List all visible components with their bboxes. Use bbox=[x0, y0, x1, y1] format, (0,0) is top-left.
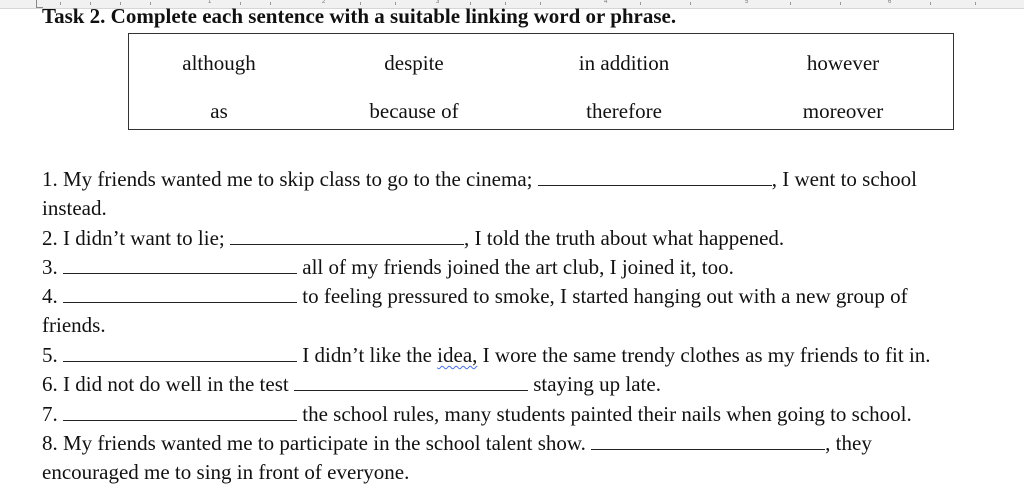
ruler-tick bbox=[840, 2, 841, 5]
sentence-7 bbox=[42, 402, 912, 426]
answer-blank-2[interactable] bbox=[230, 226, 464, 245]
sentence-6 bbox=[42, 372, 661, 396]
answer-blank-5[interactable] bbox=[63, 343, 297, 362]
answer-blank-4[interactable] bbox=[63, 284, 297, 303]
word-bank-item: despite bbox=[384, 51, 444, 75]
sentence-3 bbox=[42, 255, 734, 279]
sentence-6-before: 6. I did not do well in the test bbox=[42, 372, 294, 396]
word-bank-item: moreover bbox=[802, 99, 884, 123]
ruler-tick bbox=[930, 2, 931, 5]
sentence-8-continuation: encouraged me to sing in front of everyone. bbox=[42, 460, 410, 484]
sentence-1 bbox=[42, 167, 917, 191]
word-bank-item: although bbox=[182, 51, 256, 75]
answer-blank-3[interactable] bbox=[63, 255, 297, 274]
word-bank-item: however bbox=[806, 51, 880, 75]
sentence-8 bbox=[42, 431, 872, 455]
answer-blank-8[interactable] bbox=[591, 431, 825, 450]
answer-blank-1[interactable] bbox=[538, 167, 772, 186]
word-bank-item: because of bbox=[369, 99, 459, 123]
ruler-tick bbox=[975, 2, 976, 5]
answer-blank-6[interactable] bbox=[294, 372, 528, 391]
sentence-8-after: , they bbox=[825, 431, 872, 455]
task-title: Task 2. Complete each sentence with a suitable linking word or phrase. bbox=[42, 4, 677, 28]
grammar-flagged-word[interactable]: idea, bbox=[437, 343, 478, 367]
sentence-5-before: 5. bbox=[42, 343, 63, 367]
ruler-tick bbox=[690, 2, 691, 5]
word-bank-item: as bbox=[210, 99, 228, 123]
sentence-5-after-b: I wore the same trendy clothes as my friends to fit in. bbox=[477, 343, 931, 367]
ruler-number: 5 bbox=[745, 0, 749, 5]
word-bank-item: in addition bbox=[578, 51, 670, 75]
sentence-4-before: 4. bbox=[42, 284, 63, 308]
ruler-number: 1 bbox=[208, 0, 212, 5]
ruler-number: 3 bbox=[436, 0, 440, 5]
answer-blank-7[interactable] bbox=[63, 402, 297, 421]
sentence-1-after: , I went to school bbox=[771, 167, 917, 191]
sentence-5-after-a: I didn’t like the bbox=[297, 343, 438, 367]
sentence-2 bbox=[42, 226, 784, 250]
ruler-tick bbox=[790, 2, 791, 5]
word-bank-box bbox=[128, 33, 954, 130]
sentence-3-after: all of my friends joined the art club, I joined it, too. bbox=[297, 255, 734, 279]
sentence-2-after: , I told the truth about what happened. bbox=[464, 226, 785, 250]
sentence-1-before: 1. My friends wanted me to skip class to go to the cinema; bbox=[42, 167, 538, 191]
sentence-2-before: 2. I didn’t want to lie; bbox=[42, 226, 231, 250]
ruler-number: 4 bbox=[604, 0, 608, 5]
ruler-number: 6 bbox=[888, 0, 892, 5]
ruler-number: 2 bbox=[322, 0, 326, 5]
sentence-5 bbox=[42, 343, 931, 367]
sentence-8-before: 8. My friends wanted me to participate in the school talent show. bbox=[42, 431, 592, 455]
sentence-3-before: 3. bbox=[42, 255, 63, 279]
sentence-1-continuation: instead. bbox=[42, 196, 107, 220]
sentence-7-after: the school rules, many students painted their nails when going to school. bbox=[297, 402, 912, 426]
sentence-7-before: 7. bbox=[42, 402, 63, 426]
sentence-4-continuation: friends. bbox=[42, 313, 106, 337]
sentence-4 bbox=[42, 284, 908, 308]
sentence-6-after: staying up late. bbox=[527, 372, 661, 396]
word-bank-item: therefore bbox=[586, 99, 662, 123]
sentence-4-after: to feeling pressured to smoke, I started hanging out with a new group of bbox=[297, 284, 908, 308]
